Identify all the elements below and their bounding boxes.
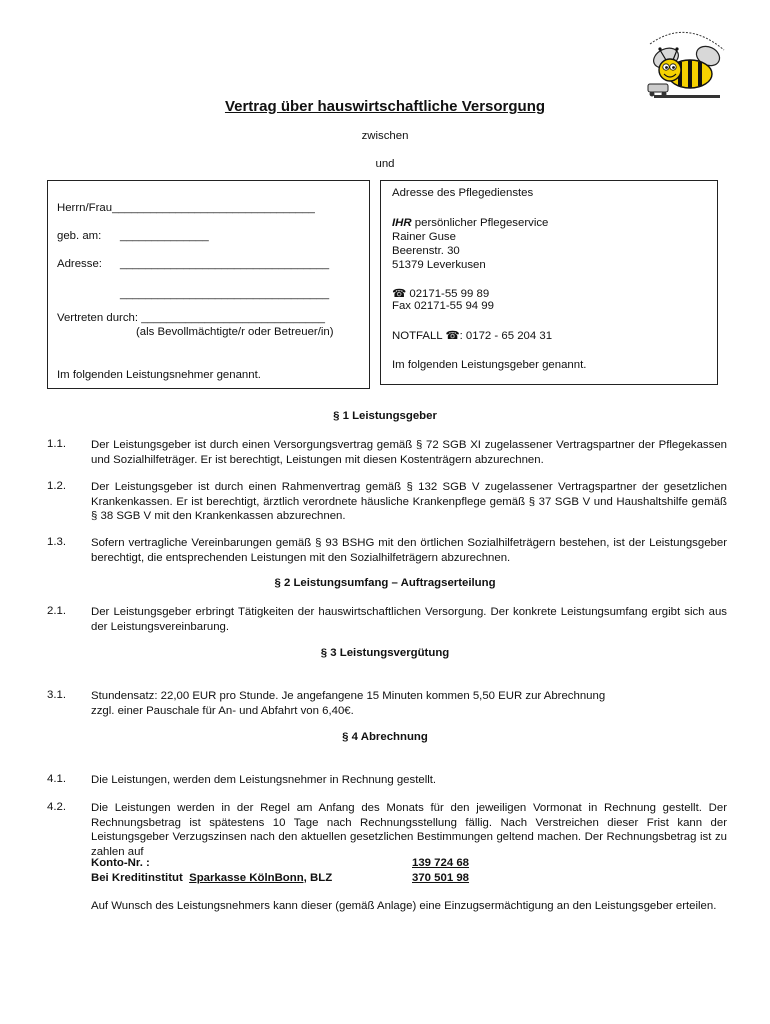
name-field: Herrn/Frau________________________________ <box>57 202 315 214</box>
blz-label: BLZ <box>310 872 333 884</box>
paragraph-number: 1.1. <box>47 438 66 450</box>
provider-fax: Fax 02171-55 94 99 <box>392 300 494 312</box>
paragraph-number: 3.1. <box>47 689 66 701</box>
paragraph-text: Der Leistungsgeber erbringt Tätigkeiten der hauswirtschaftlichen Versorgung. Der konkrete Leistungsumfang ergibt sich aus der Leistungsvereinbarung. <box>91 606 727 633</box>
bank-line <box>91 872 332 884</box>
company-logo-bee <box>640 24 732 100</box>
between-label: zwischen <box>361 130 409 142</box>
recipient-box <box>47 180 370 389</box>
company-name-bold: IHR <box>392 217 412 229</box>
paragraph-number: 4.1. <box>47 773 66 785</box>
provider-person: Rainer Guse <box>392 231 456 243</box>
provider-company <box>392 217 548 229</box>
birthdate-label: geb. am: <box>57 230 102 242</box>
document-title: Vertrag über hauswirtschaftliche Versorgung <box>224 98 546 115</box>
paragraph-text: Der Leistungsgeber ist durch einen Rahmenvertrag gemäß § 132 SGB V zugelassener Vertragspartner der gesetzlichen Krankenkassen. Er ist berechtigt, ärztlich verordnete häusliche Krankenpflege gemäß § 37 SGB V und Haushaltshilfe gemäß § 38 SGB V mit den Krankenkassen abzurechnen. <box>91 481 727 522</box>
paragraph-number: 4.2. <box>47 801 66 813</box>
blz-value: 370 501 98 <box>412 872 470 884</box>
recipient-designation: Im folgenden Leistungsnehmer genannt. <box>57 369 261 381</box>
section-4-heading: § 4 Abrechnung <box>342 731 428 743</box>
paragraph-text: Der Leistungsgeber ist durch einen Versorgungsvertrag gemäß § 72 SGB XI zugelassener Vertragspartner der Pflegekassen und Sozialhilfeträger. Er ist berechtigt, Leistungen mit diesen Kostenträgern abzurechnen. <box>91 439 727 466</box>
account-number-wrap <box>412 857 469 869</box>
paragraph-text: Sofern vertragliche Vereinbarungen gemäß § 93 BSHG mit den örtlichen Sozialhilfeträgern bestehen, ist der Leistungsgeber berechtigt, die entsprechenden Leistungen mit den Sozialhilfeträgern abzurechnen. <box>91 537 727 564</box>
company-name-rest: persönlicher Pflegeservice <box>411 217 549 229</box>
represented-by-note: (als Bevollmächtigte/r oder Betreuer/in) <box>136 326 334 338</box>
account-number-value: 139 724 68 <box>412 857 470 869</box>
provider-box <box>380 180 718 385</box>
address-field-2: _________________________________ <box>120 288 330 300</box>
section-1-heading: § 1 Leistungsgeber <box>333 410 437 422</box>
paragraph-text: Die Leistungen werden in der Regel am Anfang des Monats für den jeweiligen Vormonat in Rechnung gestellt. Der Rechnungsbetrag ist spätestens 10 Tage nach Rechnungsstellung fällig. Nach Verstreichen dieser Frist kann der Leistungsgeber Verzugszinsen nach den aktuellen gesetzlichen Bestimmungen geltend machen. Der Rechnungsbetrag ist zu zahlen auf <box>91 802 727 858</box>
address-field-1: _________________________________ <box>120 258 330 270</box>
travel-fee-line: zzgl. einer Pauschale für An- und Abfahrt von 6,40€. <box>91 704 354 717</box>
paragraph-number: 1.3. <box>47 536 66 548</box>
bank-institute-label: Bei Kreditinstitut <box>91 872 183 884</box>
and-label: und <box>375 158 395 170</box>
section-2-heading: § 2 Leistungsumfang – Auftragserteilung <box>274 577 496 589</box>
bank-name: Sparkasse KölnBonn, <box>189 872 307 884</box>
provider-address-label: Adresse des Pflegedienstes <box>392 187 534 199</box>
paragraph-text <box>91 689 727 718</box>
paragraph-number: 2.1. <box>47 605 66 617</box>
provider-phone: ☎ 02171-55 99 89 <box>392 288 490 300</box>
paragraph-number: 1.2. <box>47 480 66 492</box>
address-label: Adresse: <box>57 258 102 270</box>
section-3-heading: § 3 Leistungsvergütung <box>320 647 450 659</box>
birthdate-field: ______________ <box>120 230 209 242</box>
represented-by-field: Vertreten durch: _____________________________ <box>57 312 325 324</box>
provider-city: 51379 Leverkusen <box>392 259 486 271</box>
paragraph-text: Auf Wunsch des Leistungsnehmers kann dieser (gemäß Anlage) eine Einzugsermächtigung an den Leistungsgeber erteilen. <box>91 900 717 912</box>
provider-emergency: NOTFALL ☎: 0172 - 65 204 31 <box>392 330 553 342</box>
hourly-rate-line: Stundensatz: 22,00 EUR pro Stunde. Je angefangene 15 Minuten kommen 5,50 EUR zur Abrechnung <box>91 690 606 702</box>
provider-street: Beerenstr. 30 <box>392 245 460 257</box>
provider-designation: Im folgenden Leistungsgeber genannt. <box>392 359 587 371</box>
account-number-label: Konto-Nr. : <box>91 857 150 869</box>
blz-wrap <box>412 872 469 884</box>
paragraph-text: Die Leistungen, werden dem Leistungsnehmer in Rechnung gestellt. <box>91 774 437 786</box>
